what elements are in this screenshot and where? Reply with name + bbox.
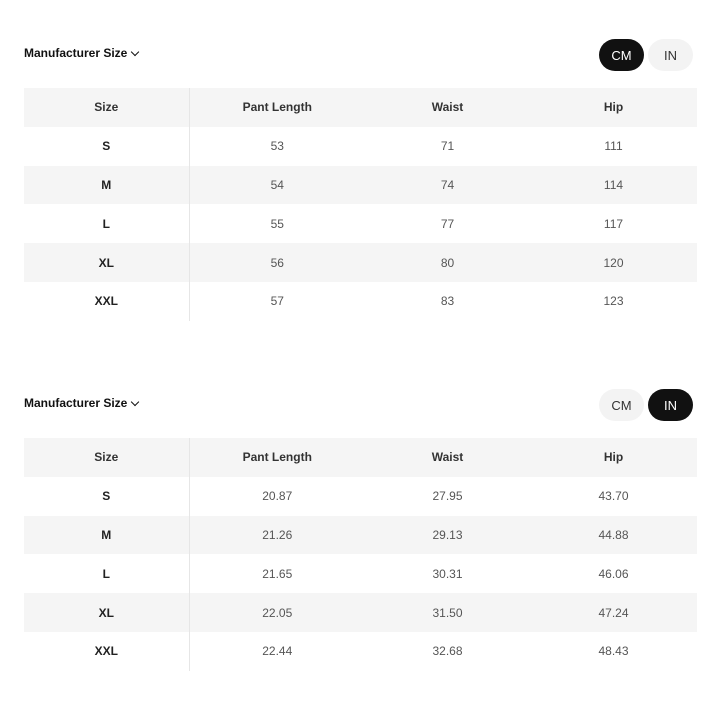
pant-length-cell: 22.44 xyxy=(262,644,293,659)
hip-cell: 120 xyxy=(603,255,624,270)
size-cell: L xyxy=(24,204,189,243)
unit-toggle xyxy=(599,389,693,421)
pant-length-cell: 21.26 xyxy=(262,527,293,542)
size-cell: L xyxy=(24,554,189,593)
pant-length-cell: 53 xyxy=(270,139,284,154)
column-header-waist: Waist xyxy=(431,450,464,465)
table-header-row xyxy=(24,438,697,477)
chevron-down-icon xyxy=(131,397,139,405)
pant-length-cell: 54 xyxy=(270,177,284,192)
column-header-size: Size xyxy=(24,438,189,477)
hip-cell: 123 xyxy=(603,294,624,309)
manufacturer-size-dropdown[interactable] xyxy=(24,46,138,60)
table-row xyxy=(24,632,697,671)
table-row xyxy=(24,166,697,205)
table-row xyxy=(24,243,697,282)
unit-in-button[interactable]: IN xyxy=(648,389,693,421)
size-chart-in-panel xyxy=(24,388,697,671)
unit-in-button[interactable]: IN xyxy=(648,39,693,71)
table-row xyxy=(24,554,697,593)
size-table-cm xyxy=(24,88,697,321)
table-row xyxy=(24,127,697,166)
waist-cell: 71 xyxy=(440,139,455,154)
table-row xyxy=(24,516,697,555)
hip-cell: 111 xyxy=(604,139,623,154)
table-header-row xyxy=(24,88,697,127)
size-chart-cm-panel xyxy=(24,38,697,321)
column-header-pant-length: Pant Length xyxy=(242,100,312,115)
unit-toggle xyxy=(599,39,693,71)
hip-cell: 46.06 xyxy=(598,566,629,581)
hip-cell: 44.88 xyxy=(598,527,629,542)
waist-cell: 32.68 xyxy=(432,644,463,659)
pant-length-cell: 57 xyxy=(270,294,284,309)
waist-cell: 27.95 xyxy=(432,489,463,504)
pant-length-cell: 22.05 xyxy=(262,605,293,620)
size-cell: S xyxy=(24,127,189,166)
waist-cell: 29.13 xyxy=(432,527,463,542)
size-cell: M xyxy=(24,166,189,205)
size-cell: XXL xyxy=(24,632,189,671)
waist-cell: 80 xyxy=(440,255,455,270)
waist-cell: 31.50 xyxy=(432,605,463,620)
waist-cell: 30.31 xyxy=(432,566,463,581)
size-cell: S xyxy=(24,477,189,516)
size-chart-header xyxy=(24,388,697,422)
column-header-pant-length: Pant Length xyxy=(242,450,312,465)
pant-length-cell: 56 xyxy=(270,255,284,270)
pant-length-cell: 21.65 xyxy=(262,566,293,581)
column-header-hip: Hip xyxy=(603,100,624,115)
manufacturer-size-label: Manufacturer Size xyxy=(24,46,128,60)
column-header-waist: Waist xyxy=(431,100,464,115)
table-row xyxy=(24,282,697,321)
hip-cell: 47.24 xyxy=(598,605,629,620)
hip-cell: 43.70 xyxy=(598,489,629,504)
size-cell: XXL xyxy=(24,282,189,321)
chevron-down-icon xyxy=(131,47,139,55)
table-row xyxy=(24,593,697,632)
size-table-in xyxy=(24,438,697,671)
size-cell: XL xyxy=(24,593,189,632)
waist-cell: 74 xyxy=(440,177,455,192)
hip-cell: 117 xyxy=(603,216,624,231)
unit-cm-button[interactable]: CM xyxy=(599,389,644,421)
manufacturer-size-dropdown[interactable] xyxy=(24,396,138,410)
unit-cm-button[interactable]: CM xyxy=(599,39,644,71)
hip-cell: 114 xyxy=(603,177,624,192)
size-cell: M xyxy=(24,516,189,555)
size-chart-header xyxy=(24,38,697,72)
pant-length-cell: 55 xyxy=(270,216,284,231)
manufacturer-size-label: Manufacturer Size xyxy=(24,396,128,410)
table-row xyxy=(24,477,697,516)
hip-cell: 48.43 xyxy=(598,644,629,659)
waist-cell: 83 xyxy=(440,294,455,309)
size-cell: XL xyxy=(24,243,189,282)
waist-cell: 77 xyxy=(440,216,455,231)
column-header-size: Size xyxy=(24,88,189,127)
column-header-hip: Hip xyxy=(603,450,624,465)
pant-length-cell: 20.87 xyxy=(262,489,293,504)
table-row xyxy=(24,204,697,243)
